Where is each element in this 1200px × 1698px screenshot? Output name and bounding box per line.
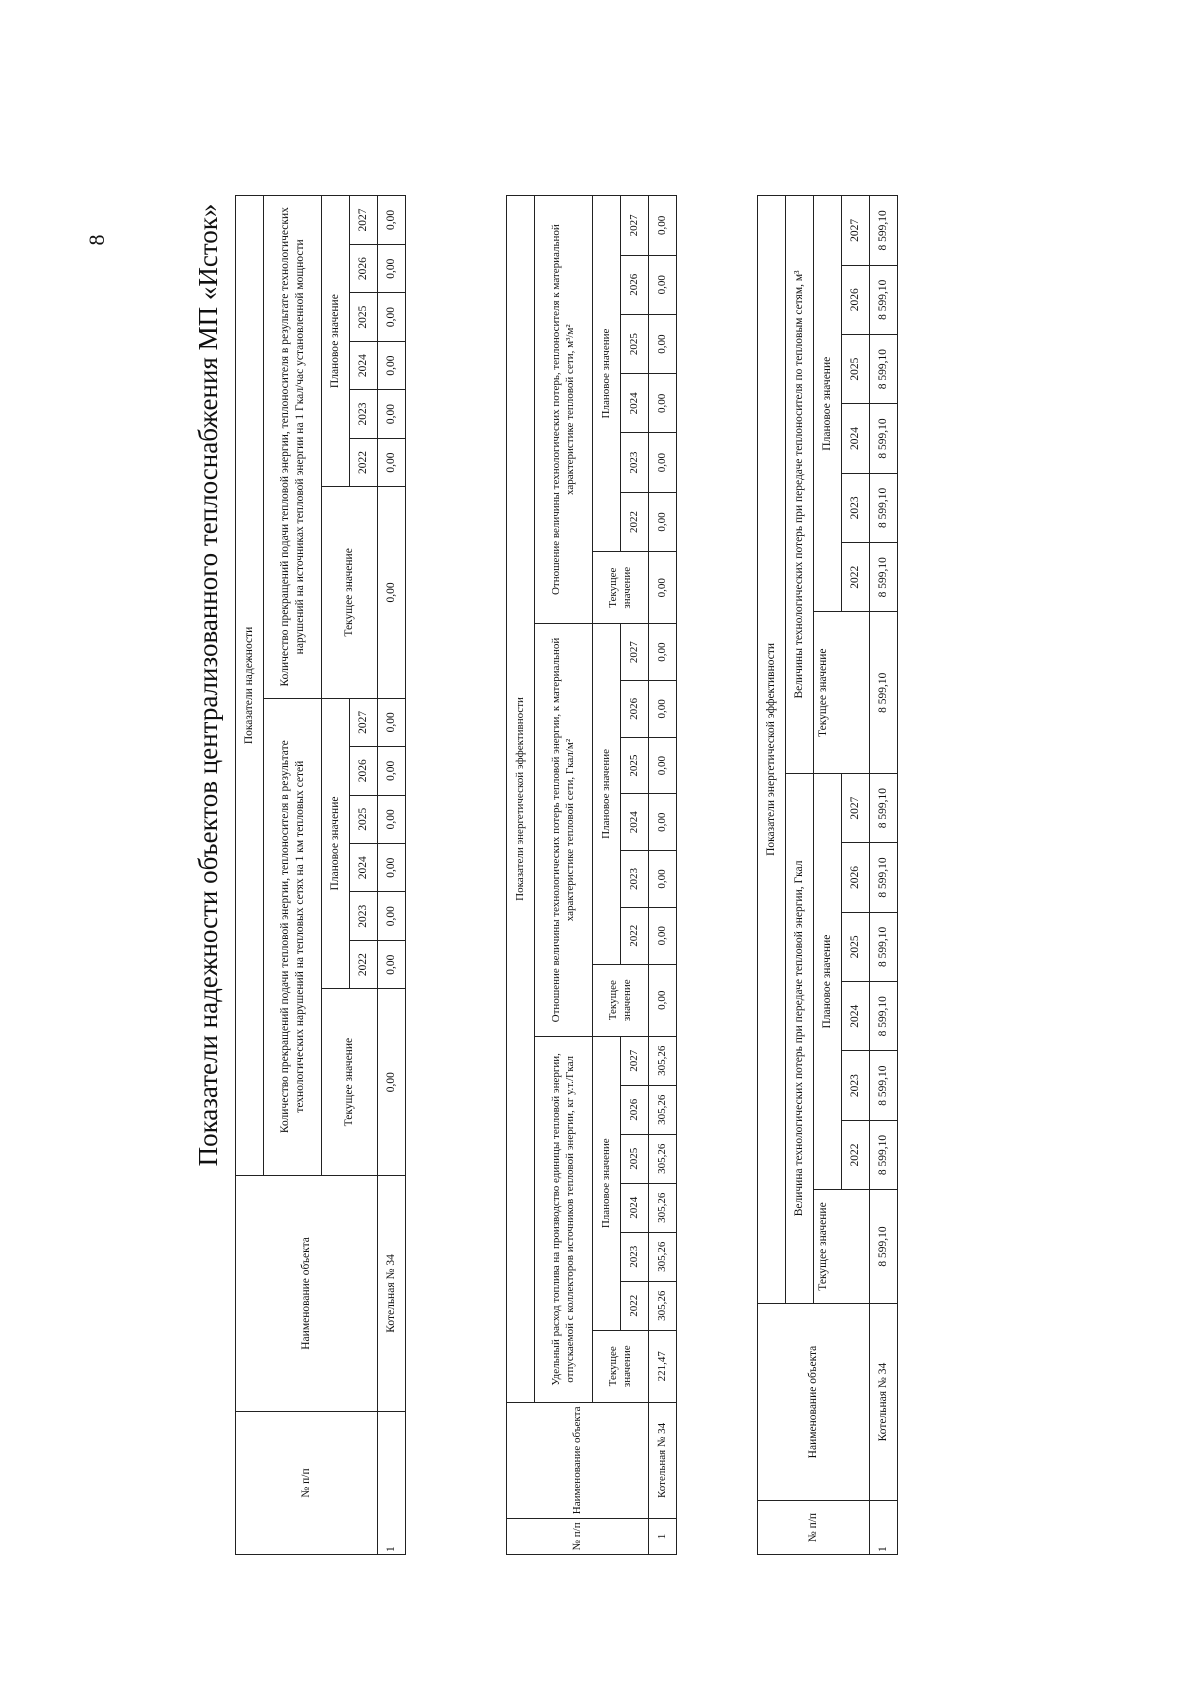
indicator-title: Отношение величины технологических потерь, теплоносителя к материальной характеристике тепловой сети, м³/м² [535, 196, 593, 624]
year-header: 2025 [350, 293, 378, 341]
year-header: 2026 [621, 681, 649, 738]
year-header: 2026 [621, 255, 649, 314]
plan-value: 8 599,10 [870, 843, 898, 912]
plan-value: 305,26 [649, 1183, 677, 1232]
year-header: 2022 [350, 940, 378, 988]
reliability-table [235, 195, 406, 1555]
efficiency-table-2 [757, 195, 898, 1555]
year-header: 2022 [842, 1120, 870, 1189]
planned-header: Плановое значение [814, 773, 842, 1189]
current-value: 0,00 [378, 989, 406, 1175]
year-header: 2022 [350, 438, 378, 486]
year-header: 2025 [842, 334, 870, 403]
plan-value: 0,00 [649, 314, 677, 373]
planned-header: Плановое значение [322, 698, 350, 989]
plan-value: 8 599,10 [870, 1051, 898, 1120]
page-number: 8 [84, 234, 109, 246]
plan-value: 0,00 [378, 747, 406, 795]
current-header: Текущее значение [322, 487, 378, 698]
year-header: 2026 [842, 265, 870, 334]
year-header: 2023 [842, 473, 870, 542]
name-header: Наименование объекта [507, 1402, 649, 1518]
year-header: 2023 [621, 1232, 649, 1281]
year-header: 2027 [350, 698, 378, 746]
plan-value: 0,00 [378, 341, 406, 389]
plan-value: 0,00 [649, 737, 677, 794]
year-header: 2024 [350, 341, 378, 389]
plan-value: 0,00 [378, 795, 406, 843]
plan-value: 305,26 [649, 1085, 677, 1134]
plan-value: 8 599,10 [870, 196, 898, 266]
current-value: 221,47 [649, 1330, 677, 1402]
plan-value: 8 599,10 [870, 982, 898, 1051]
year-header: 2024 [621, 794, 649, 851]
year-header: 2025 [350, 795, 378, 843]
plan-value: 0,00 [649, 255, 677, 314]
current-value: 0,00 [649, 552, 677, 624]
plan-value: 8 599,10 [870, 265, 898, 334]
num-header: № п/п [507, 1518, 649, 1554]
current-header: Текущее значение [322, 989, 378, 1175]
indicator-title: Удельный расход топлива на производство единицы тепловой энергии, отпускаемой с коллекторов источников тепловой энергии, кг у.т./Гкал [535, 1036, 593, 1402]
year-header: 2022 [842, 543, 870, 612]
row-number: 1 [378, 1412, 406, 1555]
year-header: 2024 [621, 374, 649, 433]
year-header: 2022 [621, 907, 649, 964]
plan-value: 8 599,10 [870, 912, 898, 981]
year-header: 2026 [842, 843, 870, 912]
year-header: 2027 [350, 196, 378, 245]
page-title: Показатели надежности объектов централизованного теплоснабжения МП «Исток» [193, 203, 223, 1167]
efficiency-table-2-block [757, 195, 898, 1555]
planned-header: Плановое значение [593, 196, 621, 552]
reliability-table-block [235, 195, 406, 1555]
plan-value: 0,00 [378, 196, 406, 245]
planned-header: Плановое значение [814, 196, 842, 612]
plan-value: 0,00 [649, 681, 677, 738]
plan-value: 305,26 [649, 1232, 677, 1281]
object-name: Котельная № 34 [649, 1402, 677, 1518]
table-row [649, 196, 677, 1555]
object-name: Котельная № 34 [870, 1303, 898, 1500]
year-header: 2023 [350, 892, 378, 940]
name-header: Наименование объекта [758, 1303, 870, 1500]
plan-value: 0,00 [378, 390, 406, 438]
row-number: 1 [649, 1518, 677, 1554]
year-header: 2022 [621, 492, 649, 551]
plan-value: 8 599,10 [870, 404, 898, 473]
year-header: 2024 [842, 404, 870, 473]
plan-value: 8 599,10 [870, 773, 898, 842]
plan-value: 0,00 [649, 374, 677, 433]
indicator-title: Отношение величины технологических потерь тепловой энергии, к материальной характеристике тепловой сети, Гкал/м² [535, 624, 593, 1037]
year-header: 2025 [842, 912, 870, 981]
year-header: 2023 [621, 851, 649, 908]
current-header: Текущее значение [814, 1190, 870, 1304]
current-value: 0,00 [378, 487, 406, 698]
year-header: 2023 [621, 433, 649, 492]
efficiency-table-1-block [506, 195, 677, 1555]
num-header: № п/п [236, 1412, 378, 1555]
plan-value: 0,00 [649, 624, 677, 681]
group-title: Показатели надежности [236, 196, 264, 1176]
year-header: 2026 [350, 244, 378, 292]
year-header: 2025 [621, 737, 649, 794]
efficiency-table-1 [506, 195, 677, 1555]
plan-value: 8 599,10 [870, 543, 898, 612]
table-row [378, 196, 406, 1555]
plan-value: 0,00 [378, 843, 406, 891]
year-header: 2027 [842, 196, 870, 266]
planned-header: Плановое значение [593, 624, 621, 964]
object-name: Котельная № 34 [378, 1175, 406, 1411]
plan-value: 0,00 [649, 433, 677, 492]
planned-header: Плановое значение [593, 1036, 621, 1330]
plan-value: 8 599,10 [870, 334, 898, 403]
plan-value: 0,00 [378, 438, 406, 486]
current-header: Текущее значение [593, 964, 649, 1036]
plan-value: 0,00 [649, 907, 677, 964]
plan-value: 0,00 [649, 794, 677, 851]
plan-value: 8 599,10 [870, 1120, 898, 1189]
year-header: 2024 [350, 843, 378, 891]
year-header: 2024 [621, 1183, 649, 1232]
row-number: 1 [870, 1501, 898, 1555]
plan-value: 0,00 [649, 492, 677, 551]
table-row [870, 196, 898, 1555]
plan-value: 0,00 [649, 196, 677, 256]
plan-value: 305,26 [649, 1036, 677, 1085]
current-value: 8 599,10 [870, 612, 898, 773]
current-value: 8 599,10 [870, 1190, 898, 1304]
current-header: Текущее значение [593, 1330, 649, 1402]
current-header: Текущее значение [814, 612, 870, 773]
plan-value: 0,00 [378, 293, 406, 341]
year-header: 2023 [842, 1051, 870, 1120]
group-title: Показатели энергетической эффективности [758, 196, 786, 1304]
year-header: 2027 [842, 773, 870, 842]
name-header: Наименование объекта [236, 1175, 378, 1411]
current-value: 0,00 [649, 964, 677, 1036]
plan-value: 0,00 [649, 851, 677, 908]
year-header: 2027 [621, 624, 649, 681]
year-header: 2026 [350, 747, 378, 795]
plan-value: 0,00 [378, 698, 406, 746]
current-header: Текущее значение [593, 552, 649, 624]
plan-value: 305,26 [649, 1134, 677, 1183]
num-header: № п/п [758, 1501, 870, 1555]
year-header: 2025 [621, 1134, 649, 1183]
indicator-title: Величины технологических потерь при передаче теплоносителя по тепловым сетям, м³ [786, 196, 814, 774]
plan-value: 0,00 [378, 940, 406, 988]
plan-value: 0,00 [378, 244, 406, 292]
indicator-title: Количество прекращений подачи тепловой энергии, теплоносителя в результате технологических нарушений на источниках тепловой энергии на 1 Гкал/час установленной мощности [264, 196, 322, 699]
plan-value: 8 599,10 [870, 473, 898, 542]
year-header: 2027 [621, 196, 649, 256]
year-header: 2024 [842, 982, 870, 1051]
indicator-title: Величина технологических потерь при передаче тепловой энергии, Гкал [786, 773, 814, 1303]
indicator-title: Количество прекращений подачи тепловой энергии, теплоносителя в результате технологических нарушений на тепловых сетях на 1 км тепловых сетей [264, 698, 322, 1175]
year-header: 2026 [621, 1085, 649, 1134]
year-header: 2025 [621, 314, 649, 373]
plan-value: 305,26 [649, 1281, 677, 1330]
year-header: 2022 [621, 1281, 649, 1330]
year-header: 2027 [621, 1036, 649, 1085]
year-header: 2023 [350, 390, 378, 438]
group-title: Показатели энергетической эффективности [507, 196, 535, 1403]
planned-header: Плановое значение [322, 196, 350, 487]
plan-value: 0,00 [378, 892, 406, 940]
